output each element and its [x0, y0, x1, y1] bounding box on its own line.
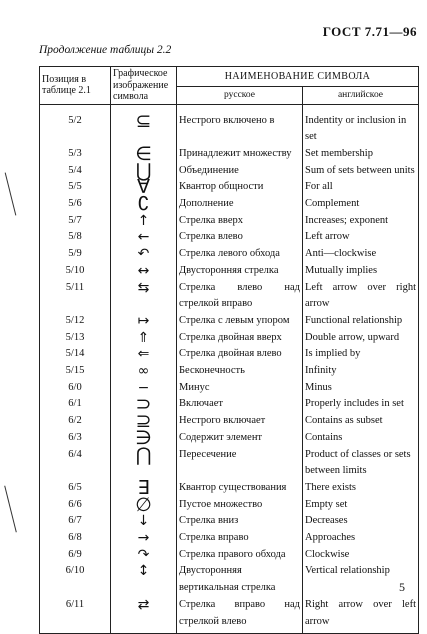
- russian-name-cell: Стрелка вправо: [177, 530, 303, 547]
- position-cell: 6/9: [40, 547, 111, 564]
- position-cell: 6/11: [40, 597, 111, 634]
- english-name-cell: There exists: [303, 480, 419, 497]
- symbol-glyph: ⇄: [111, 597, 177, 634]
- position-cell: 6/6: [40, 497, 111, 514]
- english-name-cell: Product of classes or sets between limits: [303, 447, 419, 480]
- table-row: [40, 480, 419, 497]
- table-row: [40, 229, 419, 246]
- position-cell: 5/13: [40, 330, 111, 347]
- english-name-cell: Sum of sets between units: [303, 163, 419, 180]
- table-row: [40, 313, 419, 330]
- symbol-glyph: ↔: [111, 263, 177, 280]
- symbol-glyph: ⋂: [111, 447, 177, 480]
- symbol-glyph: ⇐: [111, 346, 177, 363]
- english-name-cell: Properly includes in set: [303, 396, 419, 413]
- table-row: [40, 104, 419, 146]
- symbol-glyph: ⋃: [111, 163, 177, 180]
- russian-name-cell: Квантор общности: [177, 179, 303, 196]
- english-name-cell: For all: [303, 179, 419, 196]
- russian-name-cell: Стрелка двойная влево: [177, 346, 303, 363]
- table-row: [40, 563, 419, 596]
- position-cell: 6/2: [40, 413, 111, 430]
- header-english: английское: [303, 86, 419, 104]
- position-cell: 6/4: [40, 447, 111, 480]
- russian-name-cell: Стрелка правого обхода: [177, 547, 303, 564]
- table-row: [40, 380, 419, 397]
- english-name-cell: Increases; exponent: [303, 213, 419, 230]
- table-continuation-caption: Продолжение таблицы 2.2: [39, 44, 172, 56]
- position-cell: 6/1: [40, 396, 111, 413]
- position-cell: 5/2: [40, 104, 111, 146]
- table-row: [40, 363, 419, 380]
- english-name-cell: Vertical relationship: [303, 563, 419, 596]
- russian-name-cell: Пустое множество: [177, 497, 303, 514]
- english-name-cell: Left arrow: [303, 229, 419, 246]
- table-row: [40, 447, 419, 480]
- symbol-glyph: ∞: [111, 363, 177, 380]
- russian-name-cell: Стрелка влево: [177, 229, 303, 246]
- english-name-cell: Anti—clockwise: [303, 246, 419, 263]
- russian-name-cell: Стрелка с левым упором: [177, 313, 303, 330]
- russian-name-cell: Минус: [177, 380, 303, 397]
- english-name-cell: Mutually implies: [303, 263, 419, 280]
- symbol-glyph: ⊆: [111, 104, 177, 146]
- symbol-glyph: ←: [111, 229, 177, 246]
- russian-name-cell: Стрелка влево над стрелкой вправо: [177, 280, 303, 313]
- symbol-glyph: ↶: [111, 246, 177, 263]
- position-cell: 5/11: [40, 280, 111, 313]
- page-number: 5: [399, 580, 405, 594]
- table-row: [40, 280, 419, 313]
- russian-name-cell: Нестрого включено в: [177, 104, 303, 146]
- symbol-glyph: →: [111, 530, 177, 547]
- position-cell: 5/7: [40, 213, 111, 230]
- russian-name-cell: Нестрого включает: [177, 413, 303, 430]
- document-code: ГОСТ 7.71—96: [322, 24, 417, 39]
- russian-name-cell: Содержит элемент: [177, 430, 303, 447]
- position-cell: 5/3: [40, 146, 111, 163]
- position-cell: 5/5: [40, 179, 111, 196]
- table-row: [40, 196, 419, 213]
- english-name-cell: Infinity: [303, 363, 419, 380]
- russian-name-cell: Включает: [177, 396, 303, 413]
- position-cell: 6/0: [40, 380, 111, 397]
- symbol-glyph: ↦: [111, 313, 177, 330]
- table-row: [40, 430, 419, 447]
- symbol-glyph: ↷: [111, 547, 177, 564]
- english-name-cell: Is implied by: [303, 346, 419, 363]
- symbol-glyph: ∃: [111, 480, 177, 497]
- table-row: [40, 179, 419, 196]
- english-name-cell: Right arrow over left arrow: [303, 597, 419, 634]
- position-cell: 6/5: [40, 480, 111, 497]
- symbol-glyph: ⇆: [111, 280, 177, 313]
- english-name-cell: Minus: [303, 380, 419, 397]
- symbol-glyph: ↕: [111, 563, 177, 596]
- table-row: [40, 146, 419, 163]
- position-cell: 5/6: [40, 196, 111, 213]
- position-cell: 6/8: [40, 530, 111, 547]
- russian-name-cell: Двусторонняя стрелка: [177, 263, 303, 280]
- english-name-cell: Functional relationship: [303, 313, 419, 330]
- russian-name-cell: Стрелка вверх: [177, 213, 303, 230]
- header-graphic: Графическое изображение символа: [111, 67, 177, 105]
- table-row: [40, 597, 419, 634]
- position-cell: 5/4: [40, 163, 111, 180]
- russian-name-cell: Стрелка двойная вверх: [177, 330, 303, 347]
- position-cell: 5/9: [40, 246, 111, 263]
- english-name-cell: Contains as subset: [303, 413, 419, 430]
- table-row: [40, 330, 419, 347]
- english-name-cell: Empty set: [303, 497, 419, 514]
- russian-name-cell: Бесконечность: [177, 363, 303, 380]
- header-position: Позиция в таблице 2.1: [40, 67, 111, 105]
- english-name-cell: Indentity or inclusion in set: [303, 104, 419, 146]
- table-row: [40, 346, 419, 363]
- russian-name-cell: Объединение: [177, 163, 303, 180]
- russian-name-cell: Двусторонняя вертикальная стрелка: [177, 563, 303, 596]
- english-name-cell: Contains: [303, 430, 419, 447]
- symbol-glyph: −: [111, 380, 177, 397]
- symbol-glyph: ∋: [111, 430, 177, 447]
- symbol-glyph: ∀: [111, 179, 177, 196]
- position-cell: 6/10: [40, 563, 111, 596]
- russian-name-cell: Стрелка вправо над стрелкой влево: [177, 597, 303, 634]
- position-cell: 5/10: [40, 263, 111, 280]
- symbol-glyph: ↓: [111, 513, 177, 530]
- table-row: [40, 413, 419, 430]
- position-cell: 5/15: [40, 363, 111, 380]
- symbol-glyph: ∈: [111, 146, 177, 163]
- symbol-glyph: ⊇: [111, 413, 177, 430]
- english-name-cell: Left arrow over right arrow: [303, 280, 419, 313]
- table-row: [40, 530, 419, 547]
- english-name-cell: Clockwise: [303, 547, 419, 564]
- table-row: [40, 497, 419, 514]
- english-name-cell: Double arrow, upward: [303, 330, 419, 347]
- table-row: [40, 263, 419, 280]
- russian-name-cell: Стрелка вниз: [177, 513, 303, 530]
- symbol-glyph: ↑: [111, 213, 177, 230]
- english-name-cell: Decreases: [303, 513, 419, 530]
- table-row: [40, 396, 419, 413]
- position-cell: 6/3: [40, 430, 111, 447]
- russian-name-cell: Стрелка левого обхода: [177, 246, 303, 263]
- symbol-glyph: ⇑: [111, 330, 177, 347]
- position-cell: 5/8: [40, 229, 111, 246]
- symbol-table: [39, 66, 419, 634]
- english-name-cell: Approaches: [303, 530, 419, 547]
- margin-pen-mark: [5, 173, 17, 216]
- english-name-cell: Complement: [303, 196, 419, 213]
- position-cell: 5/12: [40, 313, 111, 330]
- russian-name-cell: Квантор существования: [177, 480, 303, 497]
- margin-pen-mark: [4, 486, 17, 533]
- table-row: [40, 213, 419, 230]
- header-symbol-name: НАИМЕНОВАНИЕ СИМВОЛА: [177, 67, 419, 87]
- russian-name-cell: Пересечение: [177, 447, 303, 480]
- table-row: [40, 513, 419, 530]
- position-cell: 5/14: [40, 346, 111, 363]
- russian-name-cell: Принадлежит множеству: [177, 146, 303, 163]
- table-row: [40, 547, 419, 564]
- symbol-glyph: ∅: [111, 497, 177, 514]
- table-row: [40, 246, 419, 263]
- russian-name-cell: Дополнение: [177, 196, 303, 213]
- position-cell: 6/7: [40, 513, 111, 530]
- table-row: [40, 163, 419, 180]
- symbol-glyph: ∁: [111, 196, 177, 213]
- symbol-glyph: ⊃: [111, 396, 177, 413]
- english-name-cell: Set membership: [303, 146, 419, 163]
- header-russian: русское: [177, 86, 303, 104]
